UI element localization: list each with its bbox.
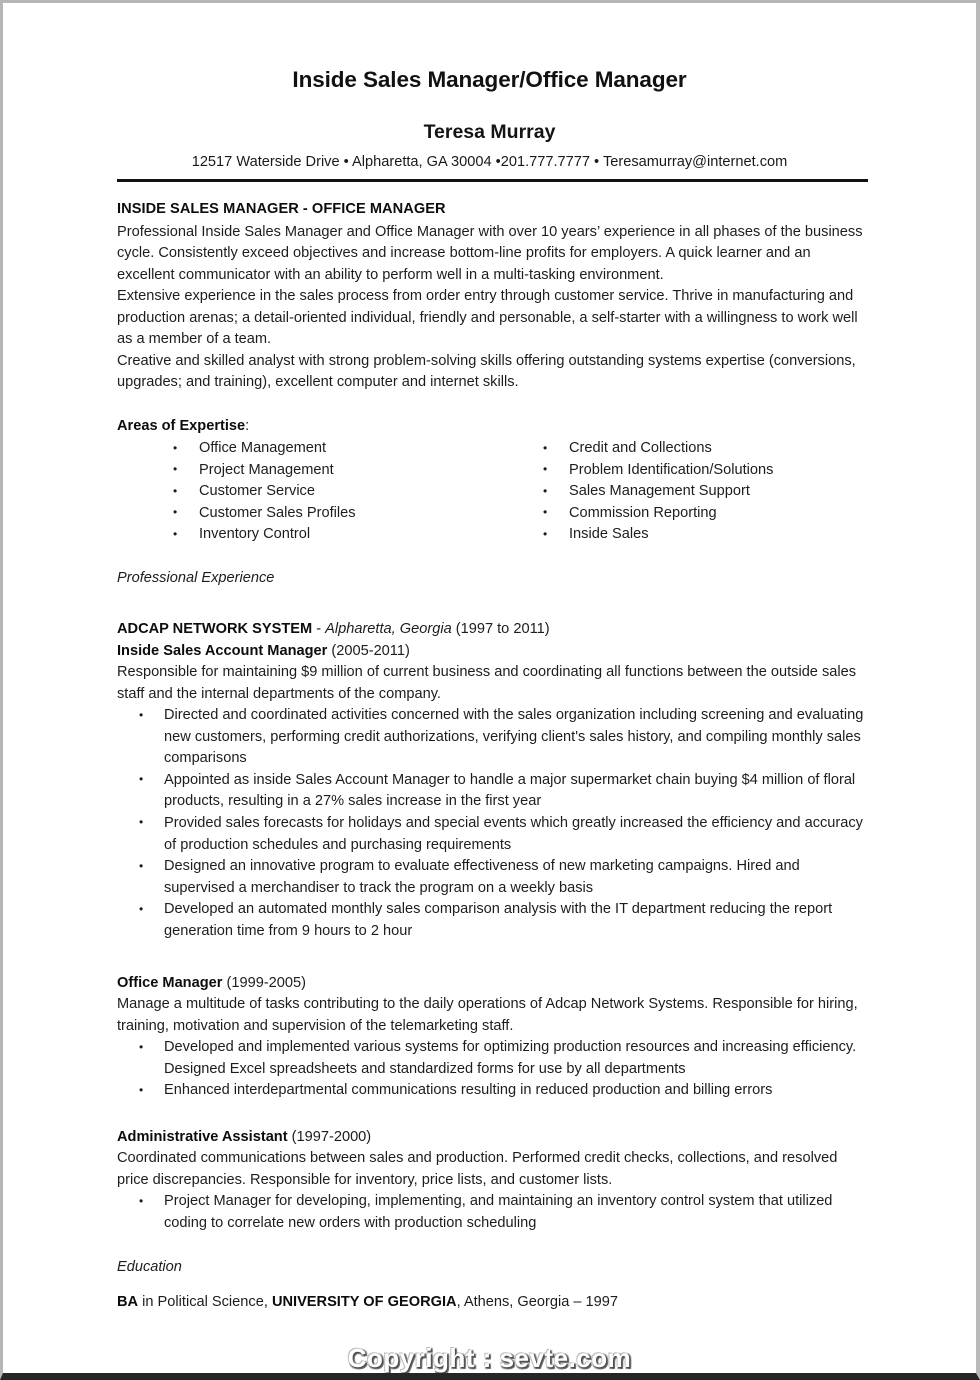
expertise-label [117,416,869,438]
job-entry-admin-assistant [117,1127,869,1235]
list-item: • Commission Reporting [499,503,869,525]
experience-section-heading: Professional Experience [117,569,275,586]
education-line [117,1292,869,1314]
list-item: • Office Management [117,438,493,460]
job-role-line [117,1127,869,1149]
list-item: • Developed and implemented various systems for optimizing production resources and increasing efficiency. Designed Excel spreadsheets and standardized forms for use by all departments [117,1037,869,1080]
list-item: • Project Management [117,460,493,482]
list-item: • Designed an innovative program to evaluate effectiveness of new marketing campaigns. Hired and supervised a merchandiser to track the program on a weekly basis [117,856,869,899]
education-school: UNIVERSITY OF GEORGIA [271,1294,457,1310]
list-item: • Customer Sales Profiles [117,503,493,525]
job-entry-office-manager [117,973,869,1102]
company-name: ADCAP NETWORK SYSTEM [117,621,313,637]
summary-paragraph-3: Creative and skilled analyst with strong problem-solving skills offering outstanding systems expertise (conversions, upgrades; and training), excellent computer and internet skills. [117,352,856,390]
role-title: Inside Sales Account Manager [117,642,328,659]
list-item: • Appointed as inside Sales Account Manager to handle a major supermarket chain buying $4 million of floral products, resulting in a 27% sales increase in the first year [117,770,869,813]
company-location: Alpharetta, Georgia [325,621,452,637]
company-separator: - [312,621,326,637]
list-item: • Inside Sales [499,524,869,546]
role-dates: (1999-2005) [222,974,307,991]
expertise-column-right [493,438,869,546]
summary-heading: INSIDE SALES MANAGER - OFFICE MANAGER [117,201,446,217]
job-company-line [117,619,869,641]
education-degree: BA [117,1294,139,1310]
company-dates: (1997 to 2011) [451,621,550,637]
role-dates: (1997-2000) [287,1128,372,1145]
list-item: • Problem Identification/Solutions [499,460,869,482]
list-item: • Developed an automated monthly sales comparison analysis with the IT department reducing the report generation time from 9 hours to 2 hour [117,899,869,942]
job-role-line [117,973,869,995]
list-item: • Customer Service [117,481,493,503]
resume-body [117,199,869,1314]
list-item: • Directed and coordinated activities concerned with the sales organization including screening and evaluating new customers, performing credit authorizations, verifying client's sales history, and compiling monthly sales comparisons [117,705,869,770]
expertise-list-right [499,438,869,546]
list-item: • Credit and Collections [499,438,869,460]
list-item: • Provided sales forecasts for holidays and special events which greatly increased the efficiency and accuracy of production schedules and purchasing requirements [117,813,869,856]
job-role-line [117,641,869,663]
list-item: • Enhanced interdepartmental communications resulting in reduced production and billing errors [117,1080,869,1102]
education-section-heading: Education [117,1258,182,1275]
header-divider [117,179,868,182]
job-entry-adcap [117,619,869,943]
contact-line: 12517 Waterside Drive • Alpharetta, GA 30004 •201.777.7777 • Teresamurray@internet.com [191,154,788,171]
list-item: • Sales Management Support [499,481,869,503]
role-description: Coordinated communications between sales and production. Performed credit checks, collections, and resolved price discrepancies. Responsible for inventory, price lists, and customer lists. [117,1150,838,1188]
copyright-watermark: Copyright : sevte.com [347,1343,632,1373]
role-bullets [117,705,869,943]
role-description: Manage a multitude of tasks contributing to the daily operations of Adcap Network Systems. Responsible for hiring, training, motivation and supervision of the telemarketing staff. [117,996,858,1034]
expertise-label-bold: Areas of Expertise [117,417,246,434]
role-dates: (2005-2011) [327,642,410,659]
summary-paragraph-2: Extensive experience in the sales process from order entry through customer service. Thrive in manufacturing and production arenas; a detail-oriented individual, friendly and personable, a self-starter with a willingness to work well as a member of a team. [117,288,858,347]
expertise-columns [117,438,869,546]
expertise-column-left [117,438,493,546]
education-location-year: , Athens, Georgia – 1997 [456,1294,619,1310]
resume-sheet [3,3,976,1373]
list-item: • Inventory Control [117,524,493,546]
role-description: Responsible for maintaining $9 million of current business and coordinating all functions between the outside sales staff and the internal departments of the company. [117,664,857,702]
expertise-label-colon: : [245,417,250,434]
role-bullets [117,1191,869,1234]
expertise-list-left [117,438,493,546]
education-field: in Political Science, [138,1294,272,1310]
role-title: Office Manager [117,974,223,991]
list-item: • Project Manager for developing, implementing, and maintaining an inventory control system that utilized coding to correlate new orders with production scheduling [117,1191,869,1234]
page-title: Inside Sales Manager/Office Manager [292,67,687,92]
role-title: Administrative Assistant [117,1128,288,1145]
candidate-name: Teresa Murray [423,121,556,143]
role-bullets [117,1037,869,1102]
summary-paragraph-1: Professional Inside Sales Manager and Office Manager with over 10 years’ experience in all phases of the business cycle. Consistently exceed objectives and increase bottom-line profits for employers. A quick learner and an excellent communicator with an ability to perform well in a multi-tasking environment. [117,223,863,283]
